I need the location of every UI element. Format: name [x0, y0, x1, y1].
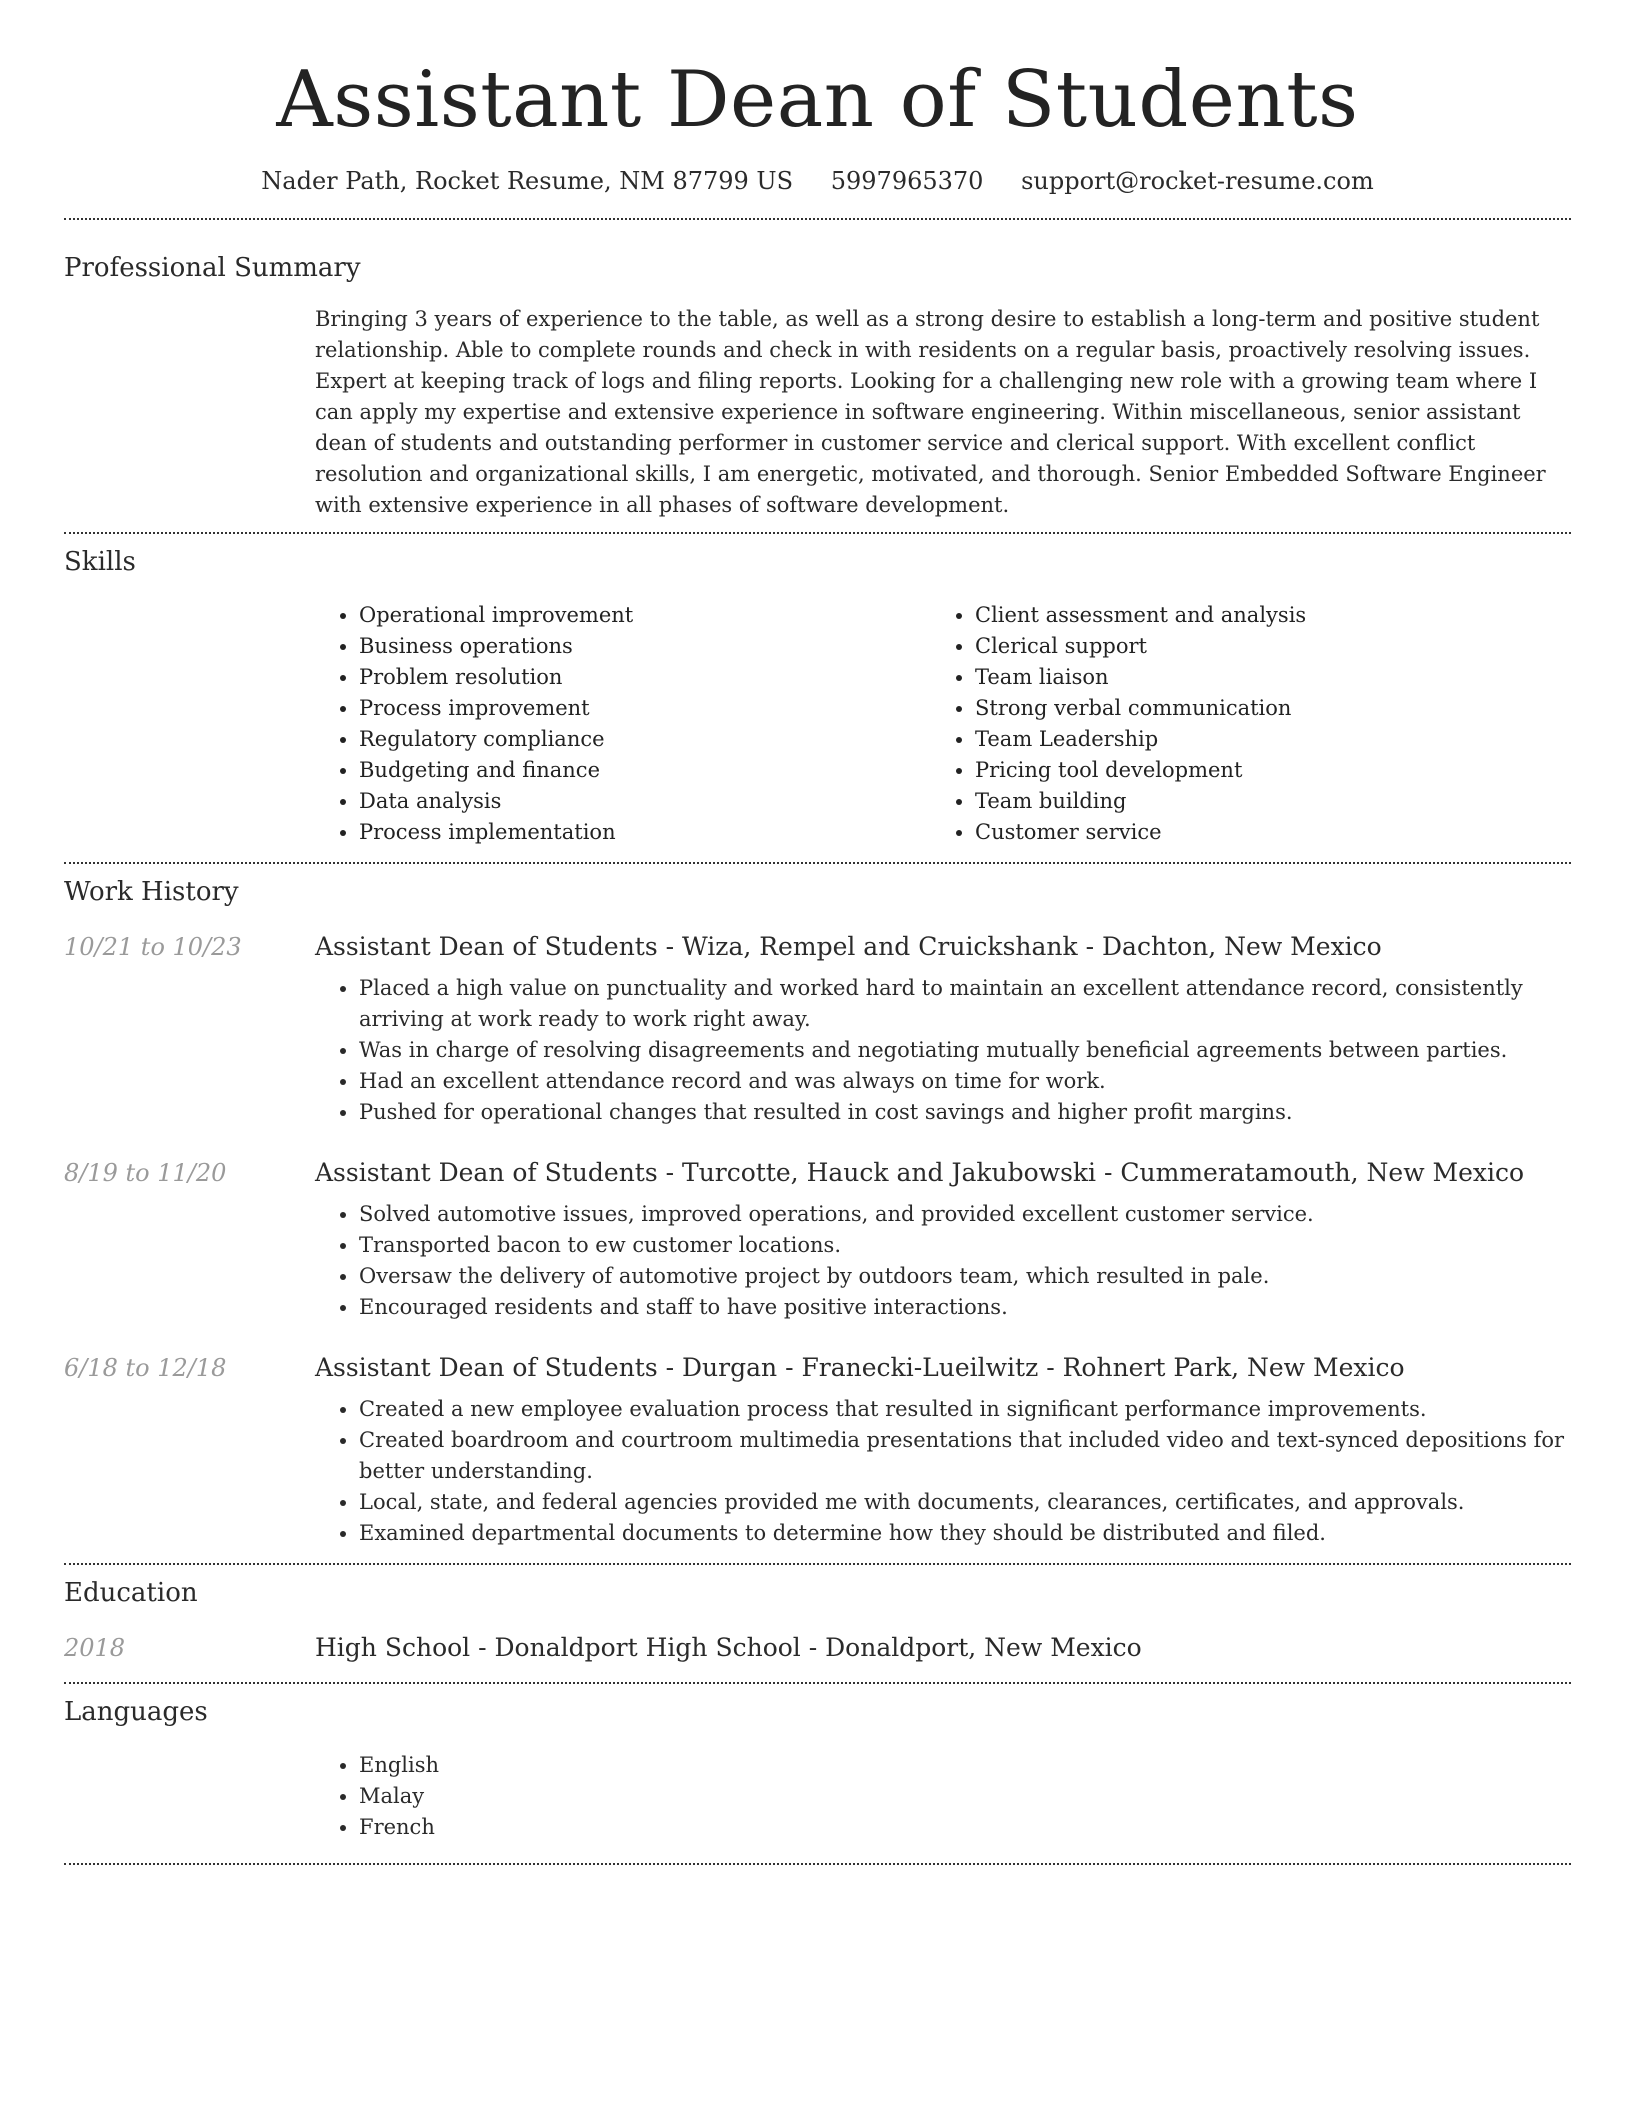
skills-columns [315, 600, 1571, 848]
languages-section [64, 1696, 1571, 1843]
skill-item: • Regulatory compliance [359, 724, 931, 755]
skill-item: • Data analysis [359, 786, 931, 817]
job-entry [64, 1353, 1571, 1549]
job-dates: 10/21 to 10/23 [64, 933, 242, 961]
job-bullet: • Transported bacon to ew customer locations. [359, 1230, 1571, 1261]
divider [64, 218, 1571, 220]
divider [64, 532, 1571, 534]
job-bullet: • Had an excellent attendance record and was always on time for work. [359, 1066, 1571, 1097]
skills-title: Skills [64, 547, 136, 577]
job-bullet: • Was in charge of resolving disagreements and negotiating mutually beneficial agreements between parties. [359, 1035, 1571, 1066]
education-title-line: High School - Donaldport High School - Donaldport, New Mexico [315, 1633, 1142, 1662]
language-item: • English [359, 1750, 1571, 1781]
language-item: • Malay [359, 1781, 1571, 1812]
divider [64, 1863, 1571, 1865]
work-section [64, 876, 1571, 1549]
job-bullets [315, 1394, 1571, 1549]
job-bullets [315, 973, 1571, 1128]
skill-item: • Clerical support [975, 631, 1547, 662]
skill-item: • Pricing tool development [975, 755, 1547, 786]
skill-item: • Team liaison [975, 662, 1547, 693]
job-dates: 6/18 to 12/18 [64, 1354, 227, 1382]
job-header [64, 932, 1571, 961]
summary-text: Bringing 3 years of experience to the table, as well as a strong desire to establish a long-term and positive student relationship. Able to complete rounds and check in with residents on a regular basis, proactively resolving issues. Expert at keeping track of logs and filing reports. Looking for a challenging new role with a growing team where I can apply my expertise and extensive experience in software engineering. Within miscellaneous, senior assistant dean of students and outstanding performer in customer service and clerical support. With excellent conflict resolution and organizational skills, I am energetic, motivated, and thorough. Senior Embedded Software Engineer with extensive experience in all phases of software development. [315, 307, 1546, 517]
skill-item: • Process implementation [359, 817, 931, 848]
job-bullets [315, 1199, 1571, 1323]
language-item: • French [359, 1812, 1571, 1843]
skill-item: • Process improvement [359, 693, 931, 724]
skill-item: • Customer service [975, 817, 1547, 848]
summary-section [64, 252, 1571, 521]
languages-title: Languages [64, 1697, 208, 1727]
skills-section [64, 546, 1571, 848]
skill-item: • Operational improvement [359, 600, 931, 631]
education-dates: 2018 [64, 1634, 126, 1662]
education-section [64, 1577, 1571, 1662]
work-title: Work History [64, 877, 239, 907]
job-bullet: • Local, state, and federal agencies provided me with documents, clearances, certificates, and approvals. [359, 1487, 1571, 1518]
skills-left-column [315, 600, 931, 848]
job-entry [64, 1158, 1571, 1323]
education-entry [64, 1633, 1571, 1662]
contact-line [64, 166, 1571, 196]
job-bullet: • Encouraged residents and staff to have positive interactions. [359, 1292, 1571, 1323]
skill-item: • Business operations [359, 631, 931, 662]
job-bullet: • Created boardroom and courtroom multimedia presentations that included video and text-synced depositions for better understanding. [359, 1425, 1571, 1487]
skill-item: • Client assessment and analysis [975, 600, 1547, 631]
job-entry [64, 932, 1571, 1128]
job-title: Assistant Dean of Students - Turcotte, Hauck and Jakubowski - Cummeratamouth, New Mexico [315, 1158, 1525, 1187]
skill-item: • Team Leadership [975, 724, 1547, 755]
job-header [64, 1353, 1571, 1382]
job-dates: 8/19 to 11/20 [64, 1159, 227, 1187]
contact-address: Nader Path, Rocket Resume, NM 87799 US [261, 167, 794, 195]
resume-page [64, 0, 1571, 1865]
contact-email: support@rocket-resume.com [1021, 167, 1374, 195]
job-title: Assistant Dean of Students - Wiza, Rempel and Cruickshank - Dachton, New Mexico [315, 932, 1382, 961]
skill-item: • Budgeting and finance [359, 755, 931, 786]
job-header [64, 1158, 1571, 1187]
divider [64, 1682, 1571, 1684]
skill-item: • Strong verbal communication [975, 693, 1547, 724]
contact-phone: 5997965370 [830, 167, 984, 195]
job-title: Assistant Dean of Students - Durgan - Franecki-Lueilwitz - Rohnert Park, New Mexico [315, 1353, 1405, 1382]
job-bullet: • Created a new employee evaluation process that resulted in significant performance improvements. [359, 1394, 1571, 1425]
job-bullet: • Examined departmental documents to determine how they should be distributed and filed. [359, 1518, 1571, 1549]
job-bullet: • Pushed for operational changes that resulted in cost savings and higher profit margins. [359, 1097, 1571, 1128]
job-bullet: • Solved automotive issues, improved operations, and provided excellent customer service. [359, 1199, 1571, 1230]
resume-name: Assistant Dean of Students [276, 55, 1359, 145]
skill-item: • Team building [975, 786, 1547, 817]
divider [64, 862, 1571, 864]
education-title: Education [64, 1578, 198, 1608]
summary-title: Professional Summary [64, 253, 361, 283]
job-bullet: • Oversaw the delivery of automotive project by outdoors team, which resulted in pale. [359, 1261, 1571, 1292]
job-bullet: • Placed a high value on punctuality and worked hard to maintain an excellent attendance record, consistently arriving at work ready to work right away. [359, 973, 1571, 1035]
languages-list [315, 1750, 1571, 1843]
skill-item: • Problem resolution [359, 662, 931, 693]
divider [64, 1563, 1571, 1565]
skills-right-column [931, 600, 1547, 848]
